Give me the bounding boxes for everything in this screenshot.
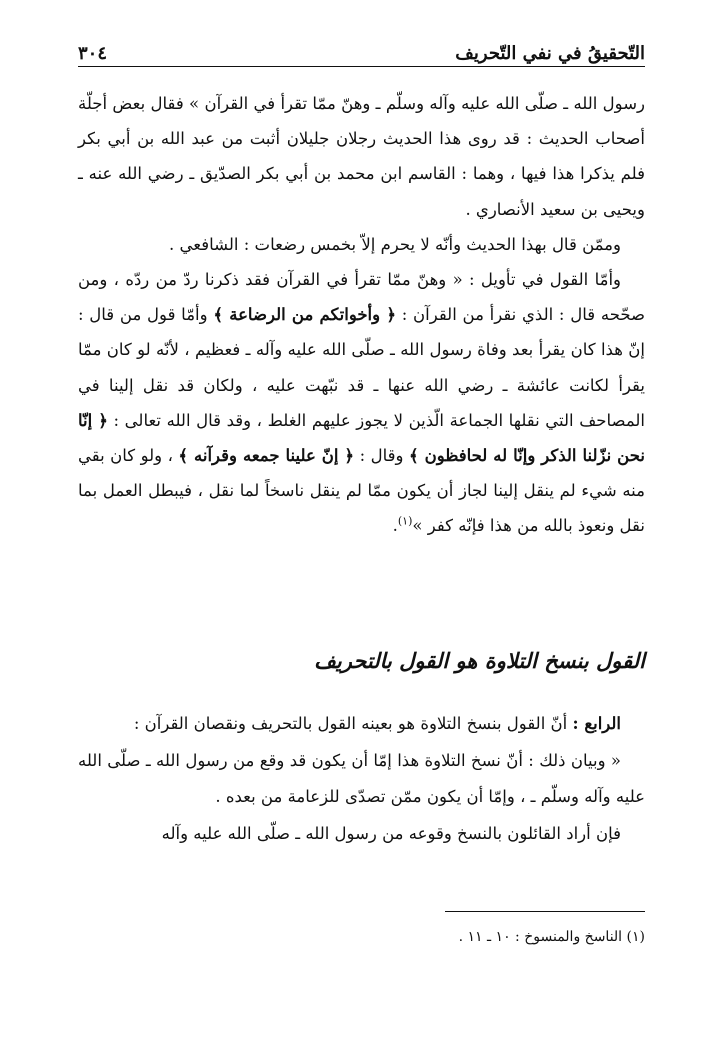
- footnote: [78, 926, 645, 948]
- footnote-marker: (١): [626, 929, 645, 945]
- paragraph-3: [78, 262, 645, 544]
- footnote-reference: (١): [397, 514, 413, 528]
- paragraph-3-part-a: وأمّا القول في تأويل : « وهنّ ممّا تقرأ في القرآن فقد ذكرنا ردّ من ردّه ، ومن صحّحه قال : الذي نقرأ من القرآن :: [78, 270, 646, 325]
- paragraph-4-lead: الرابع :: [572, 714, 621, 733]
- paragraph-3-part-d: ، ولو كان بقي منه شيء لم ينقل إلينا لجاز أن يكون ممّا لم ينقل ناسخاً لما نقل ، فيبطل العمل بما نقل ونعوذ بالله من هذا فإنّه كفر »: [78, 446, 645, 536]
- footnote-text: الناسخ والمنسوخ : ١٠ ـ ١١ .: [458, 929, 623, 945]
- paragraph-3-end: .: [392, 516, 398, 536]
- paragraph-3-part-b: وأمّا قول من قال : إنّ هذا كان يقرأ بعد وفاة رسول الله ـ صلّى الله عليه وآله ـ فعظيم ، لأنّه لو كان ممّا يقرأ لكانت عائشة ـ رضي الله عنها ـ قد نبّهت عليه ، ولكان قد نقل إلينا في المصاحف التي نقلها الجماعة الّذين لا يجوز عليهم الغلط ، وقد قال الله تعالى :: [78, 305, 645, 430]
- quran-verse-1: ﴿ وأخواتكم من الرضاعة ﴾: [213, 305, 396, 325]
- section-heading: القول بنسخ التلاوة هو القول بالتحريف: [314, 648, 645, 673]
- main-text-block: [78, 86, 645, 544]
- page-number: ٣٠٤: [78, 43, 108, 64]
- second-text-block: [78, 706, 645, 852]
- paragraph-4: [78, 706, 645, 743]
- paragraph-1: رسول الله ـ صلّى الله عليه وآله وسلّم ـ وهنّ ممّا تقرأ في القرآن » فقال بعض أجلّة أصحاب الحديث : قد روى هذا الحديث رجلان جليلان أثبت من عبد الله بن أبي بكر فلم يذكرا هذا فيها ، وهما : القاسم ابن محمد بن أبي بكر الصدّيق ـ رضي الله عنه ـ ويحيى بن سعيد الأنصاري .: [78, 94, 645, 219]
- paragraph-6: فإن أراد القائلون بالنسخ وقوعه من رسول الله ـ صلّى الله عليه وآله: [161, 823, 621, 843]
- quran-verse-3: ﴿ إنّ علينا جمعه وقرآنه ﴾: [178, 446, 355, 466]
- paragraph-2: وممّن قال بهذا الحديث وأنّه لا يحرم إلاّ بخمس رضعات : الشافعي .: [169, 234, 621, 254]
- running-header: [78, 30, 645, 64]
- header-divider: [78, 66, 645, 67]
- paragraph-3-part-c: وقال :: [359, 446, 404, 466]
- paragraph-4-text: أنّ القول بنسخ التلاوة هو بعينه القول بالتحريف ونقصان القرآن :: [133, 714, 568, 733]
- paragraph-5: « وبيان ذلك : أنّ نسخ التلاوة هذا إمّا أن يكون قد وقع من رسول الله ـ صلّى الله عليه وآله وسلّم ـ ، وإمّا أن يكون ممّن تصدّى للزعامة من بعده .: [78, 750, 645, 806]
- quran-verse-2: ﴿ إنّا نحن نزّلنا الذكر وإنّا له لحافظون ﴾: [78, 410, 645, 466]
- running-title: التّحقيقُ في نفي التّحريف: [455, 43, 645, 64]
- footnote-divider: [445, 911, 645, 912]
